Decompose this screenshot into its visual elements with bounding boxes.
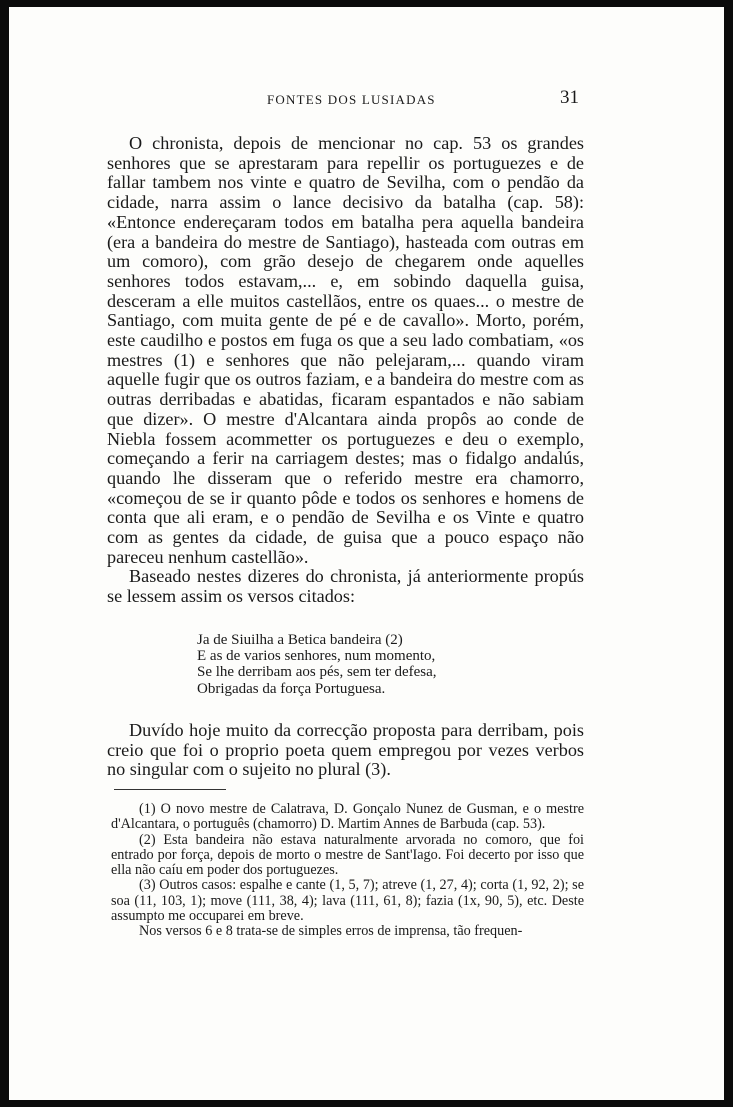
main-text — [107, 134, 584, 780]
verse-line: Se lhe derribam aos pés, sem ter defesa, — [197, 664, 437, 681]
footnote-continuation: Nos versos 6 e 8 trata-se de simples erros de imprensa, tão frequen- — [139, 923, 523, 940]
running-head: FONTES DOS LUSIADAS — [267, 92, 436, 107]
paragraph-1: O chronista, depois de mencionar no cap. 53 os grandes senhores que se aprestaram para repellir os portuguezes e de fallar tambem nos vinte e quatro de Sevilha, com o pendão da cidade, narra assim o lance decisivo da batalha (cap. 58): «Entonce endereçaram todos em batalha pera aquella bandeira (era a bandeira do mestre de Santiago), hasteada com outras em um comoro), com grão desejo de chegarem onde aquelles senhores todos estavam,... e, em sobindo daquella guisa, desceram a elle muitos castellãos, entre os quaes... o mestre de Santiago, com muita gente de pé e de cavallo». Morto, porém, este caudilho e postos em fuga os que a seu lado combatiam, «os mestres (1) e senhores que não pelejaram,... quando viram aquelle fugir que os outros faziam, e a bandeira do mestre com as outras derribadas e abatidas, ficaram espantados e não sabiam que dizer». O mestre d'Alcantara ainda propôs ao conde de Niebla fossem acommetter os portuguezes e deu o exemplo, começando a ferir na carriagem destes; mas o fidalgo andalús, quando lhe disseram que o referido mestre era chamorro, «começou de se ir quanto pôde e todos os senhores e homens de conta que ali eram, e o pendão de Sevilha e os Vinte e quatro com as gentes da cidade, de guisa que a pouco espaço não pareceu nenhum castellão». — [107, 133, 584, 567]
footnote-3: (3) Outros casos: espalhe e cante (1, 5, 7); atreve (1, 27, 4); corta (1, 92, 2); se soa (11, 103, 1); move (111, 38, 4); lava (111, 61, 8); fazia (1x, 90, 5), etc. Deste assumpto me occuparei em breve. — [111, 877, 584, 925]
verse-line: Ja de Siuilha a Betica bandeira (2) — [197, 631, 403, 648]
paragraph-2: Baseado nestes dizeres do chronista, já anteriormente propús se lessem assim os versos citados: — [107, 566, 584, 607]
footnote-2: (2) Esta bandeira não estava naturalmente arvorada no comoro, que foi entrado por força, depois de morto o mestre de Sant'Iago. Foi decerto por isso que ella não caíu em poder dos portuguezes. — [111, 831, 584, 879]
paragraph-3: Duvído hoje muito da correcção proposta para derribam, pois creio que foi o proprio poeta quem empregou por vezes verbos no singular com o sujeito no plural (3). — [107, 720, 584, 780]
verse-line: E as de varios senhores, num momento, — [197, 648, 436, 665]
verse-quotation — [197, 632, 584, 697]
page-number: 31 — [560, 87, 579, 108]
footnote-rule — [114, 789, 226, 790]
footnote-1: (1) O novo mestre de Calatrava, D. Gonçalo Nunez de Gusman, e o mestre d'Alcantara, o português (chamorro) D. Martim Annes de Barbuda (cap. 53). — [111, 801, 584, 833]
verse-line: Obrigadas da força Portuguesa. — [197, 680, 386, 697]
footnotes — [111, 802, 584, 940]
